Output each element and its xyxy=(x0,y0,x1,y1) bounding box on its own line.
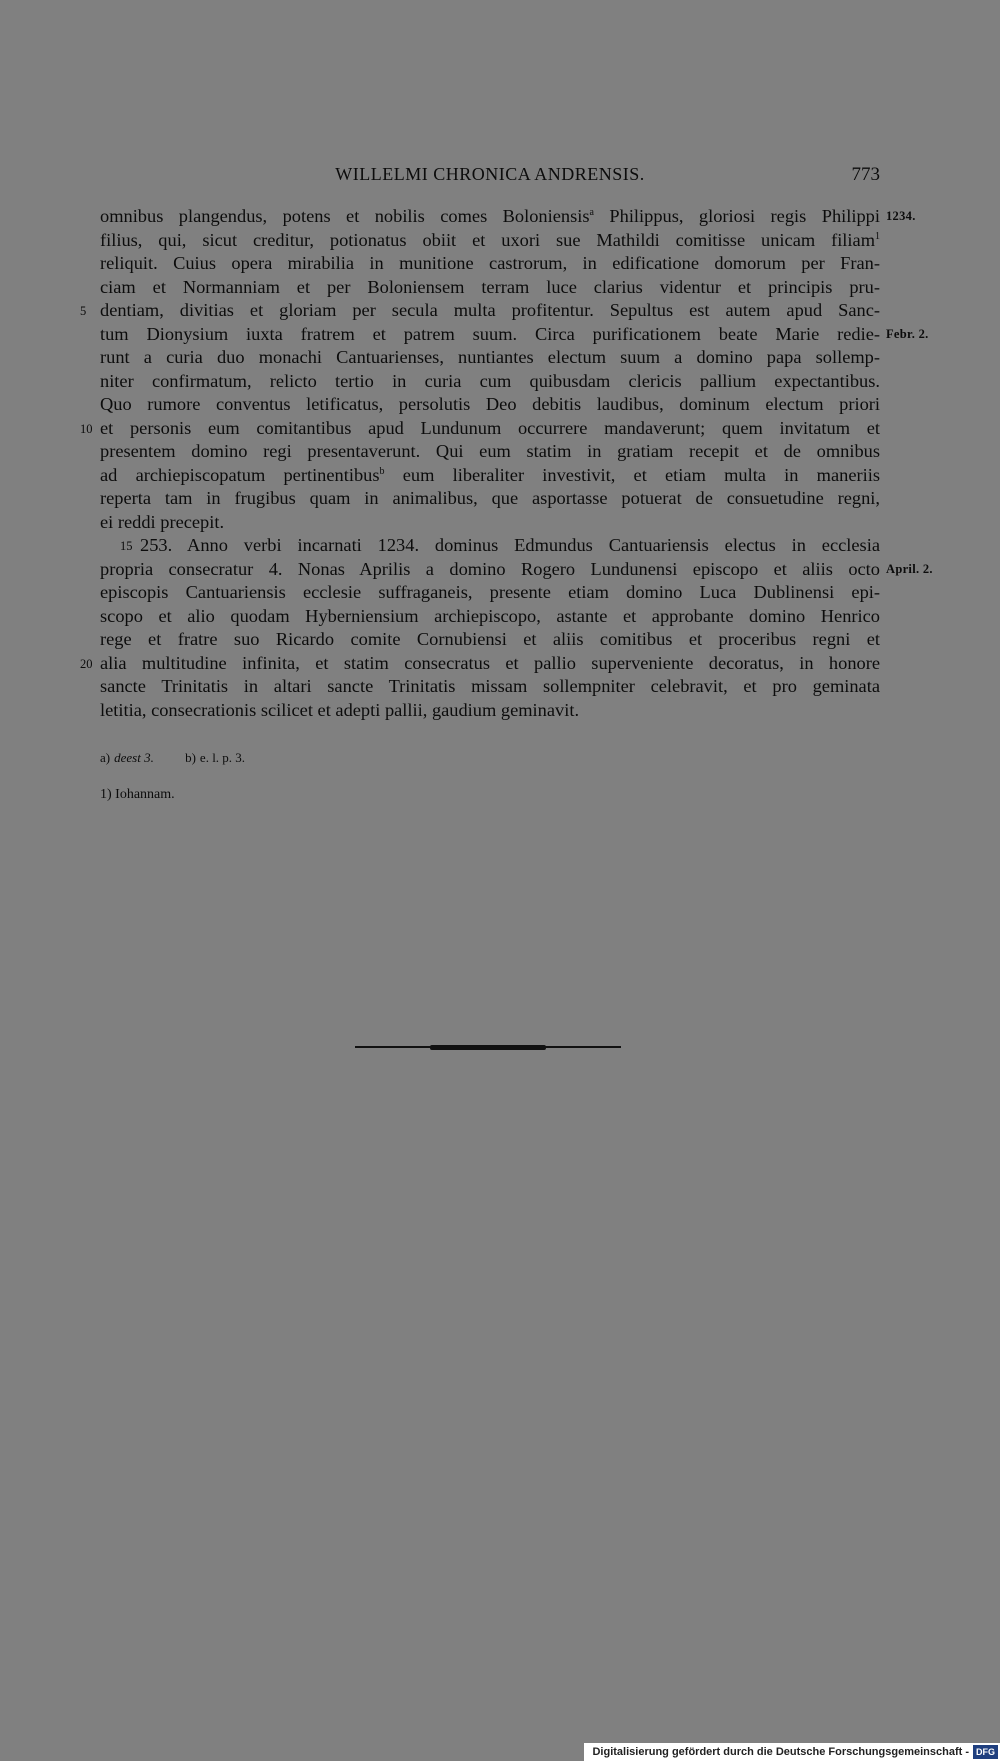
footnote-marker: a xyxy=(589,207,594,218)
footnote-a xyxy=(100,750,154,765)
text-line xyxy=(100,511,880,535)
line-text: dentiam, divitias et gloriam per secula multa profitentur. Sepultus est autem apud Sanc- xyxy=(100,300,880,320)
section-separator-rule xyxy=(355,1046,621,1048)
text-line xyxy=(80,652,880,676)
line-text: letitia, consecrationis scilicet et adepti pallii, gaudium geminavit. xyxy=(100,699,580,720)
text-line xyxy=(100,229,880,253)
footnote-a-label: a) xyxy=(100,750,111,765)
footnote-marker: 1 xyxy=(875,230,880,242)
text-line xyxy=(80,299,880,323)
line-text: propria consecratur 4. Nonas Aprilis a domino Rogero Lundunensi episcopo et aliis octo xyxy=(100,558,880,579)
footnote-marker: b xyxy=(379,465,385,477)
line-text: sancte Trinitatis in altari sancte Trinitatis missam sollempniter celebravit, et pro geminata xyxy=(100,676,880,696)
line-text: omnibus plangendus, potens et nobilis comes Boloniensis xyxy=(100,206,590,226)
text-line xyxy=(100,393,880,417)
line-text: rege et fratre suo Ricardo comite Cornubiensi et aliis comitibus et proceribus regni et xyxy=(100,629,880,649)
footnote-1: 1) Iohannam. xyxy=(100,787,175,802)
line-number: 5 xyxy=(80,304,87,318)
text-line xyxy=(100,699,880,723)
line-number: 10 xyxy=(80,421,93,436)
footnote-a-text: deest 3. xyxy=(114,750,154,765)
footnote-b-text: e. l. p. 3. xyxy=(199,750,246,765)
text-line xyxy=(100,675,880,699)
digitization-footer xyxy=(584,1743,1000,1761)
text-line xyxy=(100,346,880,370)
line-text: ad archiepiscopatum pertinentibus xyxy=(100,464,380,485)
line-text: et personis eum comitantibus apud Lundunum occurrere mandaverunt; quem invitatum et xyxy=(100,417,880,438)
text-line xyxy=(100,440,880,464)
footnote-b xyxy=(185,750,245,765)
text-line xyxy=(100,276,880,300)
text-line xyxy=(80,417,880,441)
running-header xyxy=(100,164,880,188)
text-line xyxy=(100,558,933,582)
line-text: 253. Anno verbi incarnati 1234. dominus Edmundus Cantuariensis electus in ecclesia xyxy=(140,535,880,555)
line-text: episcopis Cantuariensis ecclesie suffraganeis, presente etiam domino Luca Dublinensi epi- xyxy=(100,582,880,602)
text-line xyxy=(100,252,880,276)
text-line xyxy=(100,487,880,511)
line-text: reliquit. Cuius opera mirabilia in munitione castrorum, in edificatione domorum per Fran- xyxy=(100,253,880,273)
text-line xyxy=(100,534,880,558)
line-text: runt a curia duo monachi Cantuarienses, nuntiantes electum suum a domino papa sollemp- xyxy=(100,347,880,367)
text-line xyxy=(100,628,880,652)
footer-text: Digitalisierung gefördert durch die Deutsche Forschungsgemeinschaft - xyxy=(592,1746,969,1758)
margin-date-note: Febr. 2. xyxy=(886,326,929,341)
dfg-logo: DFG xyxy=(973,1745,998,1759)
line-text: scopo et alio quodam Hyberniensium archiepiscopo, astante et approbante domino Henrico xyxy=(100,605,880,626)
text-line xyxy=(100,323,929,347)
line-text: alia multitudine infinita, et statim consecratus et pallio superveniente decoratus, in honore xyxy=(100,652,880,673)
text-line xyxy=(100,581,880,605)
main-text xyxy=(80,205,933,722)
running-title: WILLELMI CHRONICA ANDRENSIS. xyxy=(335,164,645,184)
margin-date-note: April. 2. xyxy=(886,561,933,576)
text-line xyxy=(100,370,880,394)
line-text-continued: eum liberaliter investivit, et etiam multa in maneriis xyxy=(384,464,881,485)
line-number: 15 xyxy=(120,539,133,553)
line-text: Quo rumore conventus letificatus, persolutis Deo debitis laudibus, dominum electum priori xyxy=(100,394,880,414)
line-text: niter confirmatum, relicto tertio in curia cum quibusdam clericis pallium expectantibus. xyxy=(100,370,880,391)
page-number: 773 xyxy=(851,164,880,185)
line-text: tum Dionysium iuxta fratrem et patrem suum. Circa purificationem beate Marie redie- xyxy=(100,323,880,344)
line-text-continued: Philippus, gloriosi regis Philippi xyxy=(593,206,880,226)
apparatus-footnotes xyxy=(100,750,273,766)
line-text: presentem domino regi presentaverunt. Qui eum statim in gratiam recepit et de omnibus xyxy=(100,441,880,461)
line-text: ei reddi precepit. xyxy=(100,511,225,532)
margin-date-note: 1234. xyxy=(886,209,916,223)
line-text: filius, qui, sicut creditur, potionatus obiit et uxori sue Mathildi comitisse unicam filiam xyxy=(100,229,875,250)
line-text: reperta tam in frugibus quam in animalibus, que asportasse potuerat de consuetudine regni, xyxy=(100,488,880,508)
text-line xyxy=(100,605,880,629)
text-line xyxy=(100,464,880,488)
text-line xyxy=(100,205,916,229)
line-number: 20 xyxy=(80,656,93,671)
footnote-b-label: b) xyxy=(185,750,196,765)
line-text: ciam et Normanniam et per Boloniensem terram luce clarius videntur et principis pru- xyxy=(100,276,880,297)
